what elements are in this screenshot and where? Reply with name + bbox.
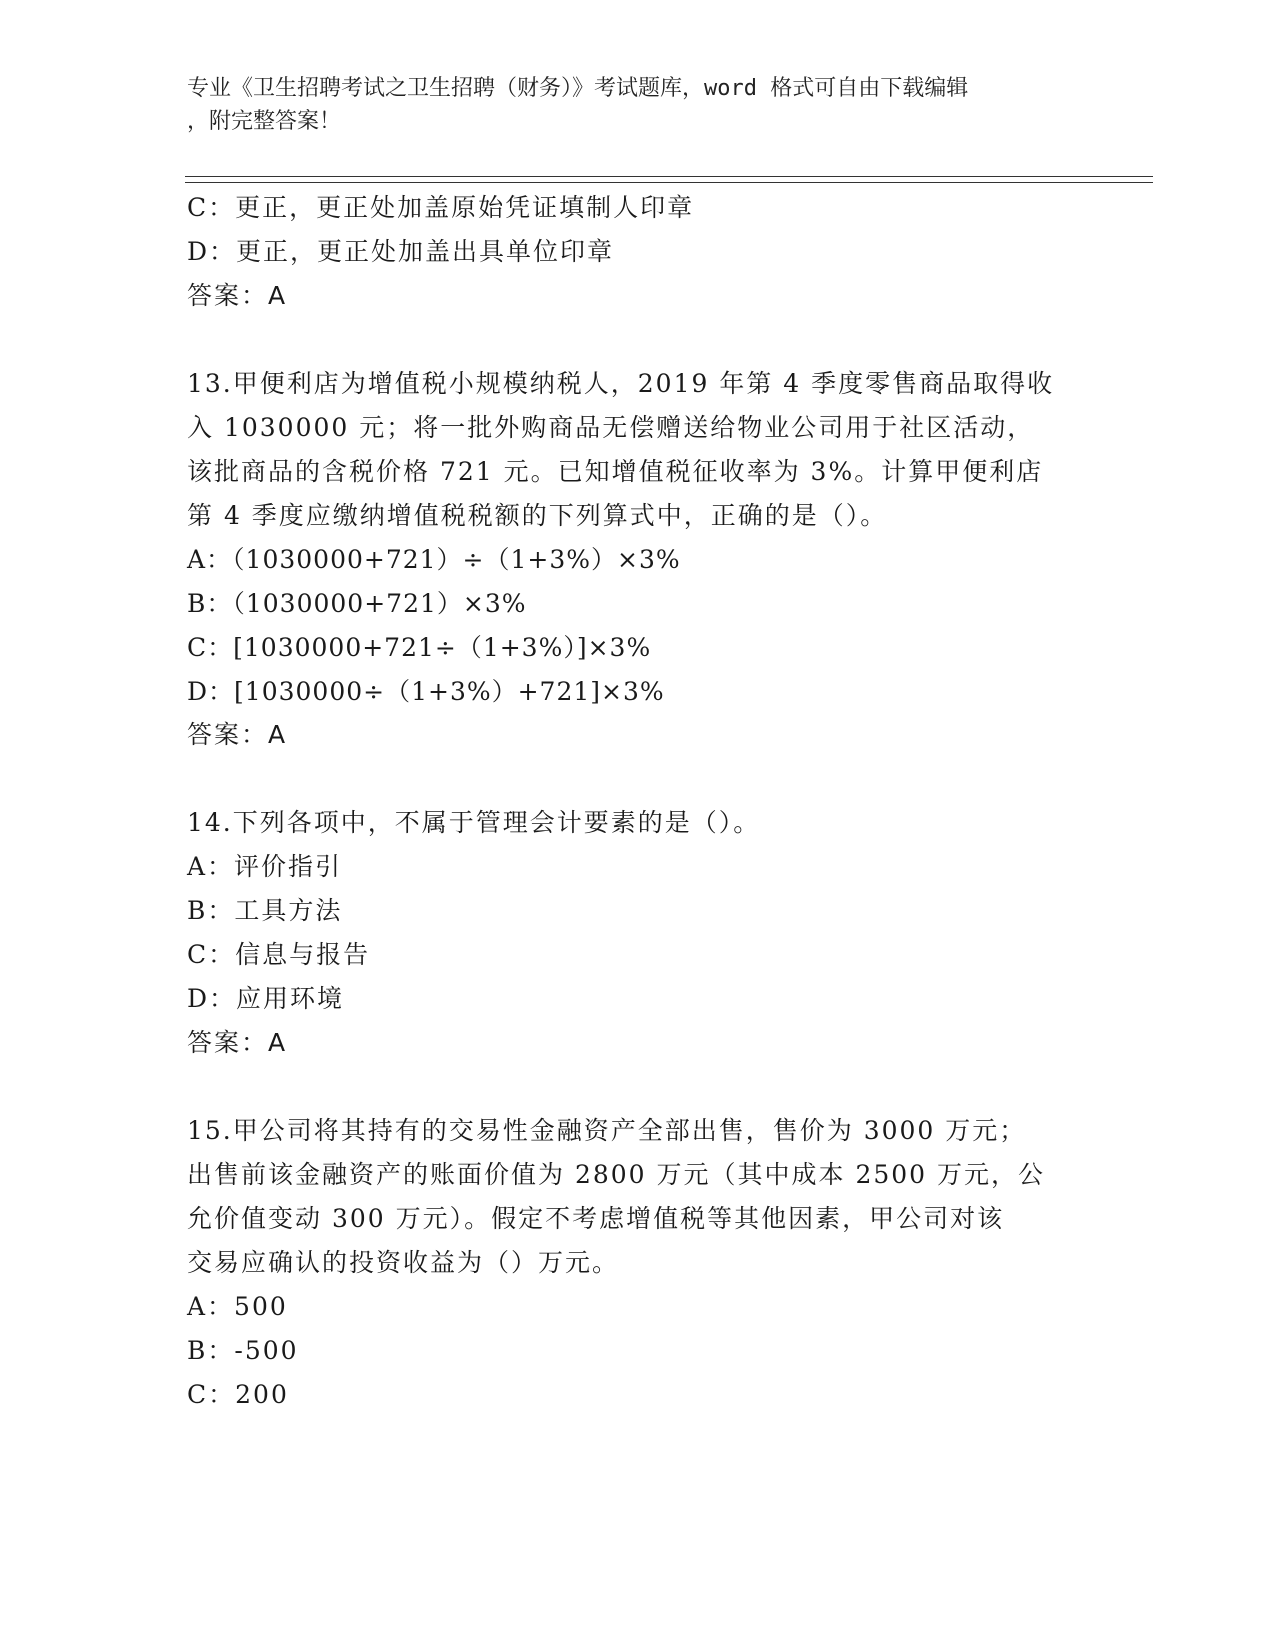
q13-option-d: D：[1030000÷（1+3%）+721]×3% [187,677,665,706]
q15-stem-line-4: 交易应确认的投资收益为（）万元。 [187,1248,620,1277]
q13-stem-line-2: 入 1030000 元；将一批外购商品无偿赠送给物业公司用于社区活动， [187,413,1035,442]
q15-option-a: A：500 [187,1292,288,1321]
header-divider-top [185,176,1153,177]
q13-stem-line-3: 该批商品的含税价格 721 元。已知增值税征收率为 3%。计算甲便利店 [187,457,1044,486]
prev-option-d: D：更正，更正处加盖出具单位印章 [187,237,615,266]
q15-stem-line-3: 允价值变动 300 万元）。假定不考虑增值税等其他因素，甲公司对该 [187,1204,1005,1233]
prev-option-c: C：更正，更正处加盖原始凭证填制人印章 [187,193,695,222]
q14-option-d: D：应用环境 [187,984,345,1013]
q13-answer: 答案：A [187,720,288,749]
q14-answer: 答案：A [187,1028,288,1057]
q13-option-b: B：（1030000+721）×3% [187,589,527,618]
q14-option-a: A：评价指引 [187,852,343,881]
header-divider-bottom [185,182,1153,183]
q13-option-c: C：[1030000+721÷（1+3%）]×3% [187,633,652,662]
q13-option-a: A：（1030000+721）÷（1+3%）×3% [187,545,681,574]
header-line-2: ，附完整答案！ [187,109,342,134]
q15-stem-line-2: 出售前该金融资产的账面价值为 2800 万元（其中成本 2500 万元，公 [187,1160,1046,1189]
q14-option-b: B：工具方法 [187,896,343,925]
q15-stem-line-1: 15.甲公司将其持有的交易性金融资产全部出售，售价为 3000 万元； [187,1116,1027,1145]
q13-stem-line-1: 13.甲便利店为增值税小规模纳税人，2019 年第 4 季度零售商品取得收 [187,369,1055,398]
q14-option-c: C：信息与报告 [187,940,371,969]
document-header [187,72,1087,138]
q15-option-c: C：200 [187,1380,289,1409]
q14-stem: 14.下列各项中，不属于管理会计要素的是（）。 [187,808,761,837]
q13-stem-line-4: 第 4 季度应缴纳增值税税额的下列算式中，正确的是（）。 [187,501,888,530]
header-line-1: 专业《卫生招聘考试之卫生招聘（财务）》考试题库，word 格式可自由下载编辑 [187,76,969,101]
q15-option-b: B：-500 [187,1336,299,1365]
prev-answer: 答案：A [187,281,288,310]
